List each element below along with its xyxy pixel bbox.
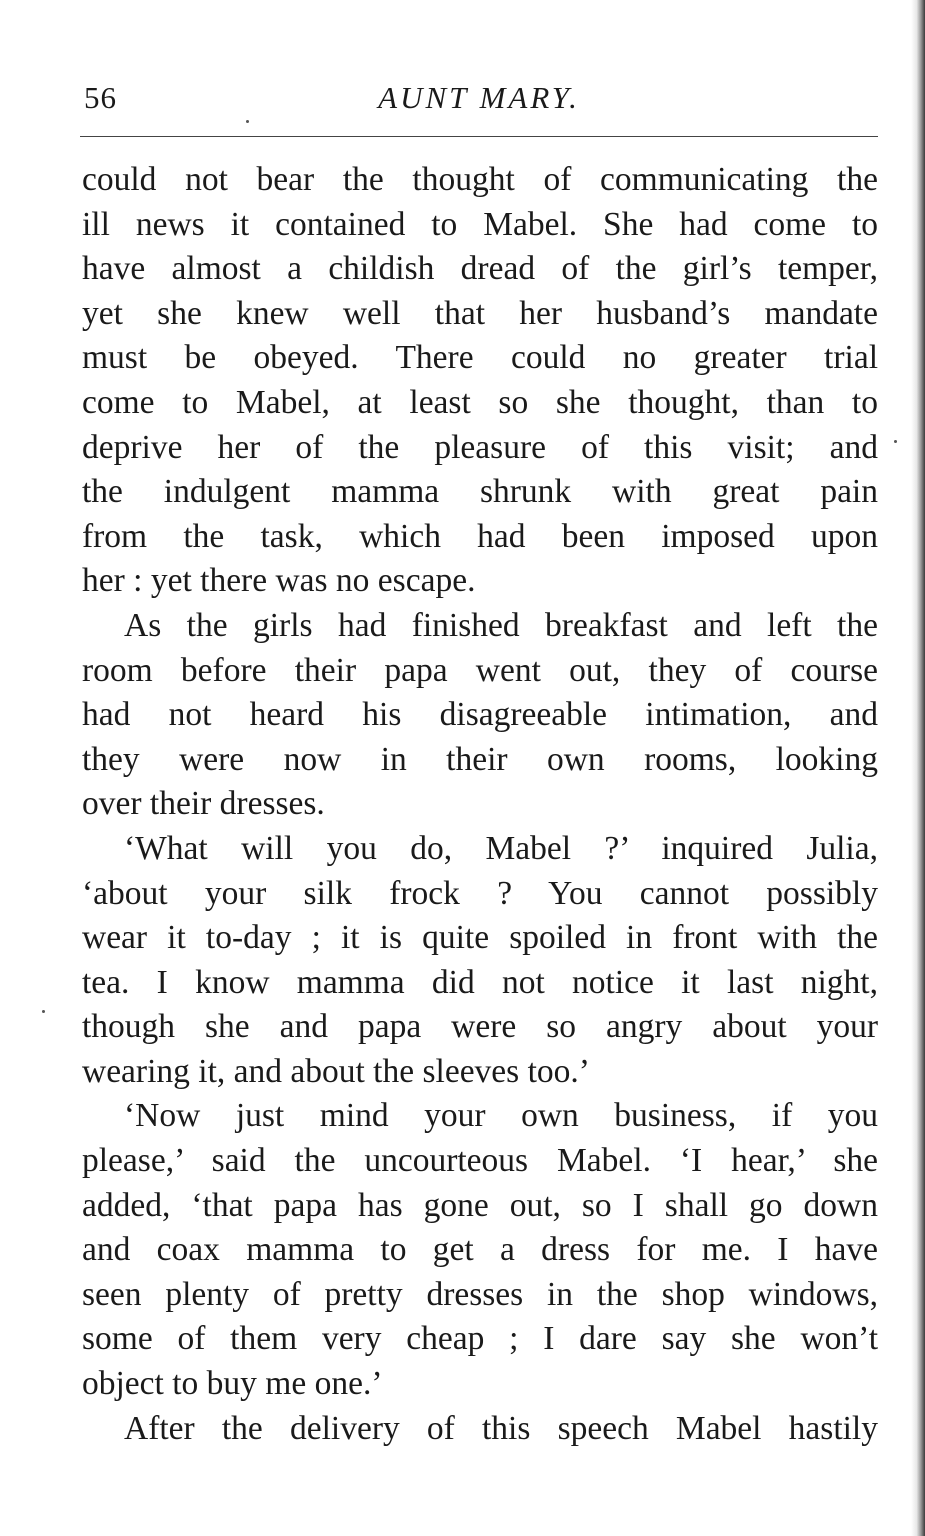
text-line: added, ‘that papa has gone out, so I shall go down — [82, 1186, 878, 1224]
text-line: could not bear the thought of communicating the — [82, 161, 878, 198]
header-rule — [80, 136, 878, 137]
text-line: her : yet there was no escape. — [82, 562, 476, 600]
text-line: please,’ said the uncourteous Mabel. ‘I hear,’ she — [82, 1142, 878, 1180]
paragraph-first-line: ‘What will you do, Mabel ?’ inquired Julia, — [124, 829, 878, 867]
text-line: wearing it, and about the sleeves too.’ — [82, 1052, 590, 1090]
text-line: wear it to-day ; it is quite spoiled in front with the — [82, 919, 878, 957]
paragraph-first-line: After the delivery of this speech Mabel hastily — [124, 1409, 878, 1447]
text-line: they were now in their own rooms, looking — [82, 740, 878, 778]
text-line: yet she knew well that her husband’s mandate — [82, 294, 878, 332]
text-line: seen plenty of pretty dresses in the shop windows, — [82, 1275, 878, 1313]
text-line: had not heard his disagreeable intimation, and — [82, 696, 878, 734]
body-text — [82, 158, 878, 1451]
text-line: though she and papa were so angry about your — [82, 1008, 878, 1046]
text-line: tea. I know mamma did not notice it last night, — [82, 963, 878, 1001]
print-speck — [894, 440, 897, 443]
text-line: must be obeyed. There could no greater trial — [82, 339, 878, 377]
text-line: come to Mabel, at least so she thought, than to — [82, 383, 878, 421]
paragraph-first-line: ‘Now just mind your own business, if you — [124, 1097, 878, 1135]
print-speck — [42, 1010, 45, 1013]
paragraph-first-line: As the girls had finished breakfast and left the — [124, 606, 878, 644]
page-number: 56 — [84, 80, 117, 115]
text-line: over their dresses. — [82, 785, 325, 823]
page-binding-edge — [911, 0, 925, 1536]
print-speck — [246, 120, 249, 123]
page-header — [80, 80, 878, 128]
running-head-title: AUNT MARY. — [378, 80, 580, 115]
text-line: some of them very cheap ; I dare say she won’t — [82, 1320, 878, 1358]
text-line: and coax mamma to get a dress for me. I have — [82, 1231, 878, 1269]
text-line: object to buy me one.’ — [82, 1365, 383, 1403]
text-line: have almost a childish dread of the girl’s temper, — [82, 250, 878, 288]
text-line: deprive her of the pleasure of this visit; and — [82, 428, 878, 466]
text-line: room before their papa went out, they of course — [82, 651, 878, 689]
text-line: ‘about your silk frock ? You cannot possibly — [82, 874, 878, 912]
text-line: the indulgent mamma shrunk with great pain — [82, 473, 878, 511]
text-line: ill news it contained to Mabel. She had come to — [82, 205, 878, 243]
text-line: from the task, which had been imposed upon — [82, 517, 878, 555]
